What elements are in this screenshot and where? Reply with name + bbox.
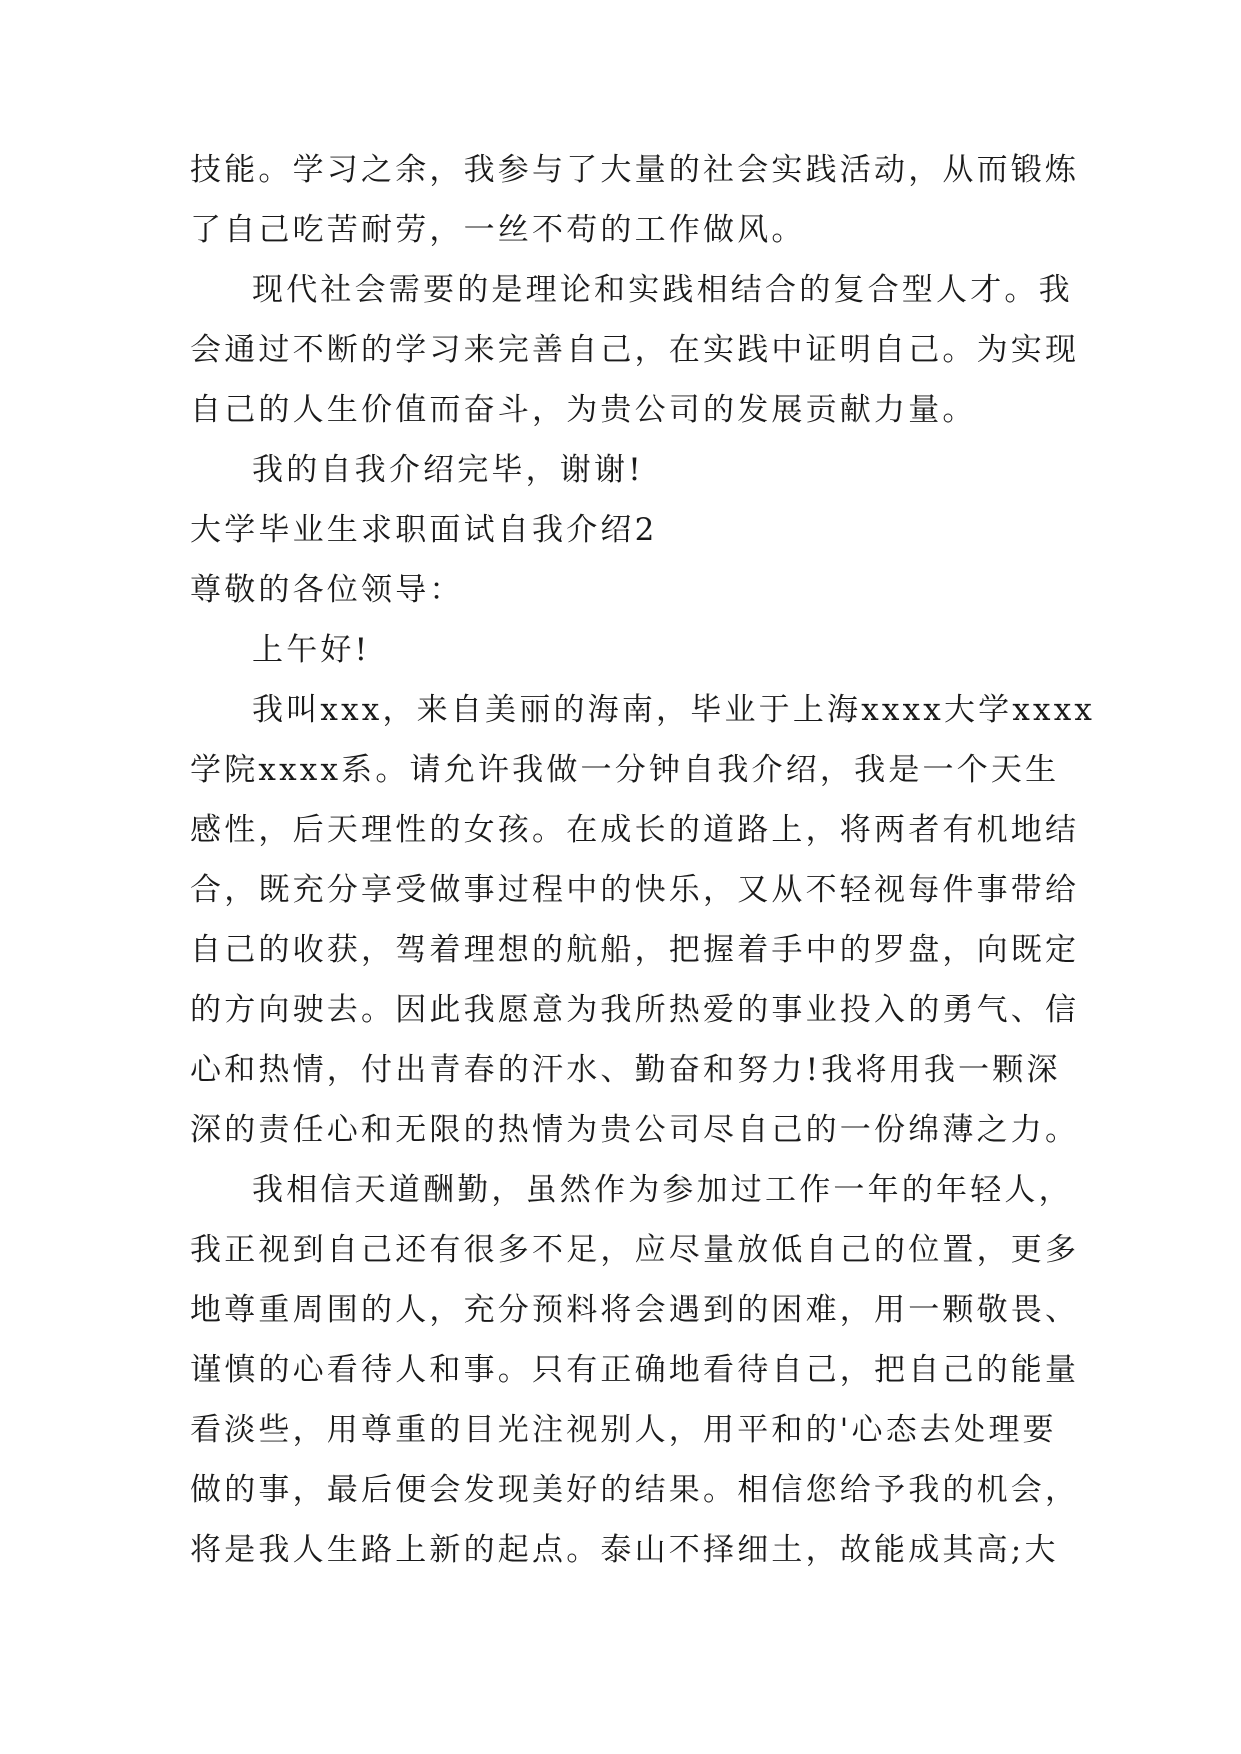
closing-line: 我的自我介绍完毕，谢谢! [252, 452, 644, 488]
text-line: 谨慎的心看待人和事。只有正确地看待自己，把自己的能量 [190, 1352, 1080, 1388]
paragraph-start-line: 我叫xxx，来自美丽的海南，毕业于上海xxxx大学xxxx [252, 692, 1096, 728]
text-line: 合，既充分享受做事过程中的快乐，又从不轻视每件事带给 [190, 872, 1080, 908]
text-line: 感性，后天理性的女孩。在成长的道路上，将两者有机地结 [190, 812, 1080, 848]
text-line: 心和热情，付出青春的汗水、勤奋和努力!我将用我一颗深 [190, 1052, 1061, 1088]
text-line: 技能。学习之余，我参与了大量的社会实践活动，从而锻炼 [190, 152, 1080, 188]
text-line: 学院xxxx系。请允许我做一分钟自我介绍，我是一个天生 [190, 752, 1060, 788]
text-line: 深的责任心和无限的热情为贵公司尽自己的一份绵薄之力。 [190, 1112, 1080, 1148]
paragraph-start-line: 我相信天道酬勤，虽然作为参加过工作一年的年轻人， [252, 1172, 1073, 1208]
text-line: 看淡些，用尊重的目光注视别人，用平和的'心态去处理要 [190, 1412, 1057, 1448]
text-line: 做的事，最后便会发现美好的结果。相信您给予我的机会， [190, 1472, 1080, 1508]
text-line: 地尊重周围的人，充分预料将会遇到的困难，用一颗敬畏、 [190, 1292, 1080, 1328]
text-line: 会通过不断的学习来完善自己，在实践中证明自己。为实现 [190, 332, 1080, 368]
text-line: 的方向驶去。因此我愿意为我所热爱的事业投入的勇气、信 [190, 992, 1080, 1028]
text-line: 自己的人生价值而奋斗，为贵公司的发展贡献力量。 [190, 392, 977, 428]
text-line: 自己的收获，驾着理想的航船，把握着手中的罗盘，向既定 [190, 932, 1080, 968]
paragraph-start-line: 现代社会需要的是理论和实践相结合的复合型人才。我 [252, 272, 1073, 308]
text-line: 了自己吃苦耐劳，一丝不苟的工作做风。 [190, 212, 806, 248]
text-line: 将是我人生路上新的起点。泰山不择细土，故能成其高;大 [190, 1532, 1059, 1568]
text-line: 我正视到自己还有很多不足，应尽量放低自己的位置，更多 [190, 1232, 1080, 1268]
greeting: 上午好! [252, 632, 371, 668]
section-heading: 大学毕业生求职面试自我介绍2 [190, 512, 658, 548]
salutation: 尊敬的各位领导： [190, 572, 464, 608]
